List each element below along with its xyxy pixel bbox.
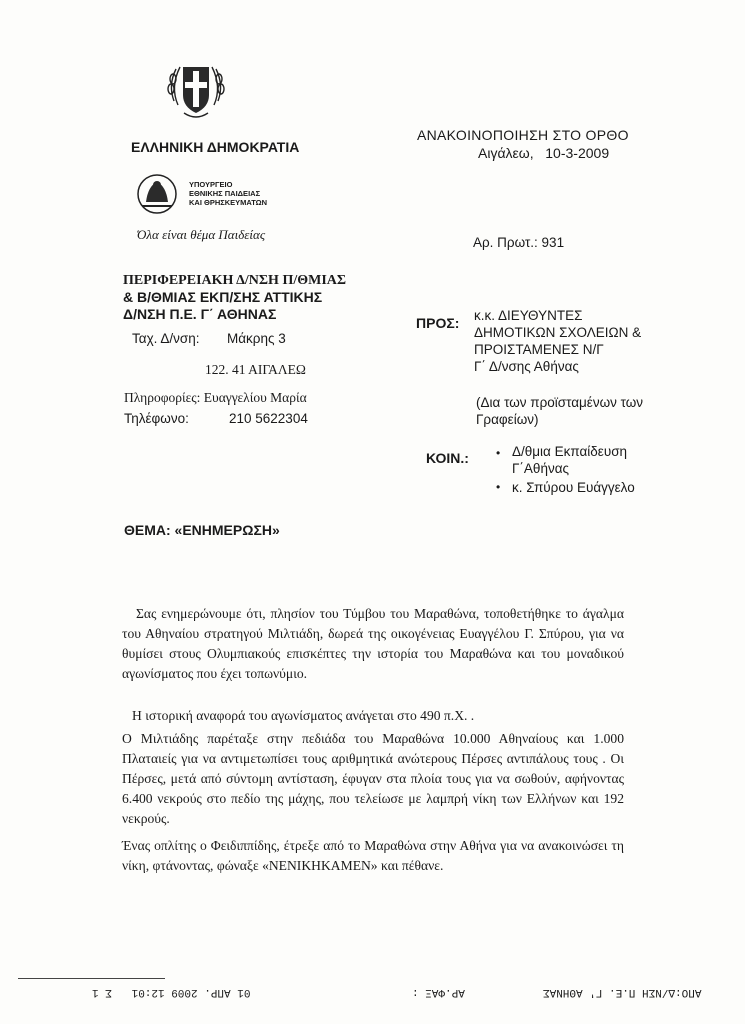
body-paragraph-1: Σας ενημερώνουμε ότι, πλησίον του Τύμβου του Μαραθώνα, τοποθετήθηκε το άγαλμα του Αθηναίου στρατηγού Μιλτιάδη, δωρεά της οικογένειας Ευαγγέλου Γ. Σπύρου, για να θυμίσει στους Ολυμπιακούς επισκέπτες την ιστορία του Μαραθώνα και του μοναδικού αγωνίσματος που έχει τοπωνύμιο. (122, 606, 624, 681)
cc-item-2: κ. Σπύρου Ευάγγελο (512, 480, 635, 495)
postal-code: 122. 41 ΑΙΓΑΛΕΩ (205, 362, 306, 377)
phone-label: Τηλέφωνο: (124, 411, 189, 426)
recipient-line-4: Γ΄ Δ/νσης Αθήνας (474, 359, 579, 374)
recipient-note (476, 394, 643, 428)
place-date: Αιγάλεω, 10-3-2009 (478, 145, 610, 161)
recipient-line-1: κ.κ. ΔΙΕΥΘΥΝΤΕΣ (474, 308, 583, 323)
fax-footer-left: 01 ΑΠΡ. 2009 12:01 Σ 1 (92, 986, 251, 998)
dept-line-2: & Β/ΘΜΙΑΣ ΕΚΠ/ΣΗΣ ΑΤΤΙΚΗΣ (123, 289, 323, 305)
body-paragraph-2: Η ιστορική αναφορά του αγωνίσματος ανάγεται στο 490 π.Χ. . (132, 708, 475, 723)
cc-item-1 (512, 443, 627, 477)
recipient-note-line-2: Γραφείων) (476, 412, 539, 427)
recipient-line-3: ΠΡΟΙΣΤΑΜΕΝΕΣ Ν/Γ (474, 342, 604, 357)
recipient-line-2: ΔΗΜΟΤΙΚΩΝ ΣΧΟΛΕΙΩΝ & (474, 325, 642, 340)
cc-item-1-line-2: Γ΄Αθήνας (512, 461, 570, 476)
info-contact: Πληροφορίες: Ευαγγελίου Μαρία (124, 390, 307, 405)
dept-line-1: ΠΕΡΙΦΕΡΕΙΑΚΗ Δ/ΝΣΗ Π/ΘΜΙΑΣ (123, 273, 347, 288)
to-label: ΠΡΟΣ: (416, 315, 460, 331)
fax-footer-rule (18, 978, 165, 979)
ministry-motto: Όλα είναι θέμα Παιδείας (137, 227, 266, 242)
republic-title: ΕΛΛΗΝΙΚΗ ΔΗΜΟΚΡΑΤΙΑ (131, 139, 300, 155)
bullet-icon: • (496, 446, 501, 460)
ministry-line-2: ΕΘΝΙΚΗΣ ΠΑΙΔΕΙΑΣ (189, 189, 261, 198)
subject-line: ΘΕΜΑ: «ΕΝΗΜΕΡΩΣΗ» (124, 522, 280, 538)
fax-footer-right: ΑΠΟ:Δ/ΝΣΗ Π.Ε. Γ' ΑΘΗΝΑΣ (543, 986, 702, 998)
cc-item-1-line-1: Δ/θμια Εκπαίδευση (512, 444, 628, 459)
recipients (474, 307, 641, 375)
koin-label: ΚΟΙΝ.: (426, 450, 469, 466)
bullet-icon: • (496, 480, 501, 494)
ministry-line-3: ΚΑΙ ΘΡΗΣΚΕΥΜΑΤΩΝ (189, 198, 268, 207)
body-paragraph-3: Ο Μιλτιάδης παρέταξε στην πεδιάδα του Μαραθώνα 10.000 Αθηναίους και 1.000 Πλαταιείς για να αντιμετωπίσει τους αριθμητικά ανώτερους Πέρσες αντιπάλους τους . Οι Πέρσες, μετά από σύντομη αντίσταση, έφυγαν στα πλοία τους για να σωθούν, αφήνοντας 6.400 νεκρούς στο πεδίο της μάχης, που τελείωσε με λαμπρή νίκη των Ελλήνων και 192 νεκρούς. (122, 731, 624, 826)
phone-value: 210 5622304 (229, 411, 308, 426)
greek-coat-of-arms-emblem (164, 55, 228, 125)
protocol-number: Αρ. Πρωτ.: 931 (473, 235, 565, 250)
fax-footer-middle: ΑΡ.ΦΑΞ : (412, 986, 465, 998)
ministry-logo (134, 172, 180, 216)
address-value: Μάκρης 3 (227, 331, 286, 346)
dept-line-3: Δ/ΝΣΗ Π.Ε. Γ΄ ΑΘΗΝΑΣ (123, 306, 277, 322)
body-paragraph-4: Ένας οπλίτης ο Φειδιππίδης, έτρεξε από το Μαραθώνα στην Αθήνα για να ανακοινώσει τη νίκη, φτάνοντας, φώναξε «ΝΕΝΙΚΗΚΑΜΕΝ» και πέθανε. (122, 838, 624, 873)
address-label: Ταχ. Δ/νση: (132, 331, 200, 346)
ministry-line-1: ΥΠΟΥΡΓΕΙΟ (189, 180, 233, 189)
department-heading (123, 272, 346, 323)
announcement-title: ΑΝΑΚΟΙΝΟΠΟΙΗΣΗ ΣΤΟ ΟΡΘΟ (417, 127, 629, 143)
ministry-name (189, 180, 267, 207)
recipient-note-line-1: (Δια των προϊσταμένων των (476, 395, 644, 410)
